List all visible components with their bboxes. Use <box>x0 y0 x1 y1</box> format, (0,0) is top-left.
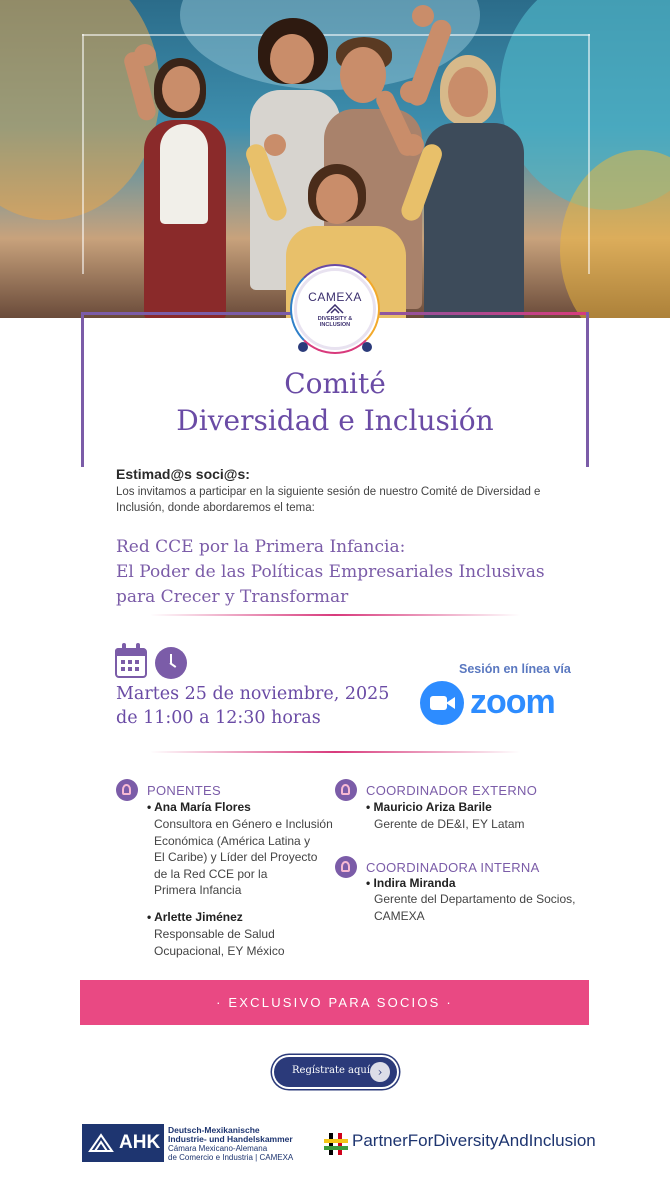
page-title-line1: Comité <box>284 367 386 400</box>
ahk-line: Cámara Mexicano-Alemana <box>168 1144 268 1153</box>
speaker-description-line: Ocupacional, EY México <box>154 943 285 958</box>
speaker-description-line: Primera Infancia <box>154 883 242 897</box>
ahk-chamber-name <box>168 1126 293 1162</box>
external-coordinator-name: • Mauricio Ariza Barile <box>366 800 492 814</box>
speaker-description-line: Responsable de Salud <box>154 927 275 941</box>
event-datetime <box>116 682 389 730</box>
logo-dot <box>298 342 308 352</box>
internal-coordinator-heading: COORDINADORA INTERNA <box>366 860 540 875</box>
speakers-heading: PONENTES <box>147 783 221 798</box>
intro-text: Los invitamos a participar en la siguiente sesión de nuestro Comité de Diversidad e Inclusión, donde abordaremos el tema: <box>116 486 541 514</box>
ahk-mark-icon <box>88 1131 114 1155</box>
ahk-logo <box>82 1124 164 1162</box>
speaker-description-line: de la Red CCE por la <box>154 866 268 881</box>
speaker-description-line: Consultora en Género e Inclusión <box>154 817 333 831</box>
hashtag-icon <box>323 1131 349 1157</box>
internal-coordinator-description-line: Gerente del Departamento de Socios, <box>374 892 576 906</box>
logo-name: CAMEXA <box>308 290 362 304</box>
event-time: de 11:00 a 12:30 horas <box>116 708 321 728</box>
register-button-label: Regístrate aquí <box>292 1065 371 1076</box>
logo-dot <box>362 342 372 352</box>
speaker-icon <box>116 779 138 801</box>
internal-coordinator-name: • Indira Miranda <box>366 876 456 890</box>
speaker-description-line: Económica (América Latina y <box>154 833 311 848</box>
hashtag-text: PartnerForDiversityAndInclusion <box>352 1131 596 1150</box>
topic-line1: Red CCE por la Primera Infancia: <box>116 537 406 557</box>
topic-line3: para Crecer y Transformar <box>116 587 349 607</box>
logo-tagline-line2: INCLUSION <box>319 322 351 328</box>
zoom-icon <box>420 681 464 725</box>
topic-line2: El Poder de las Políticas Empresariales Inclusivas <box>116 562 545 582</box>
calendar-icon <box>115 648 147 678</box>
external-coordinator-heading: COORDINADOR EXTERNO <box>366 783 538 798</box>
greeting: Estimad@s soci@s: <box>116 466 250 482</box>
event-date: Martes 25 de noviembre, 2025 <box>116 684 390 704</box>
camexa-diversity-logo <box>294 268 376 350</box>
members-only-banner: · EXCLUSIVO PARA SOCIOS · <box>80 980 589 1025</box>
page-title-line2: Diversidad e Inclusión <box>176 404 494 437</box>
coordinator-icon <box>335 779 357 801</box>
speaker-description-line: El Caribe) y Líder del Proyecto <box>154 850 318 864</box>
speaker-description <box>154 926 334 959</box>
logo-tagline-line1: DIVERSITY & <box>317 316 353 322</box>
divider <box>150 614 520 616</box>
speaker-description <box>154 816 334 899</box>
internal-coordinator-description-line: CAMEXA <box>374 908 425 923</box>
zoom-wordmark: zoom <box>470 683 555 721</box>
logo-mark-icon <box>326 304 344 314</box>
divider <box>150 751 520 753</box>
session-topic <box>116 535 556 610</box>
speaker-name: • Ana María Flores <box>147 800 251 814</box>
internal-coordinator-description <box>374 891 584 924</box>
ahk-line: de Comercio e Industria | CAMEXA <box>168 1153 294 1162</box>
coordinator-icon <box>335 856 357 878</box>
arrow-right-icon: › <box>370 1062 390 1082</box>
ahk-logo-text: AHK <box>119 1132 161 1153</box>
external-coordinator-description: Gerente de DE&I, EY Latam <box>374 817 525 831</box>
online-session-label: Sesión en línea vía <box>459 662 571 676</box>
ahk-line: Industrie- und Handelskammer <box>168 1134 293 1144</box>
ahk-line: Deutsch-Mexikanische <box>168 1125 260 1135</box>
register-button[interactable] <box>274 1057 397 1087</box>
speaker-name: • Arlette Jiménez <box>147 910 243 924</box>
clock-icon <box>155 647 187 679</box>
